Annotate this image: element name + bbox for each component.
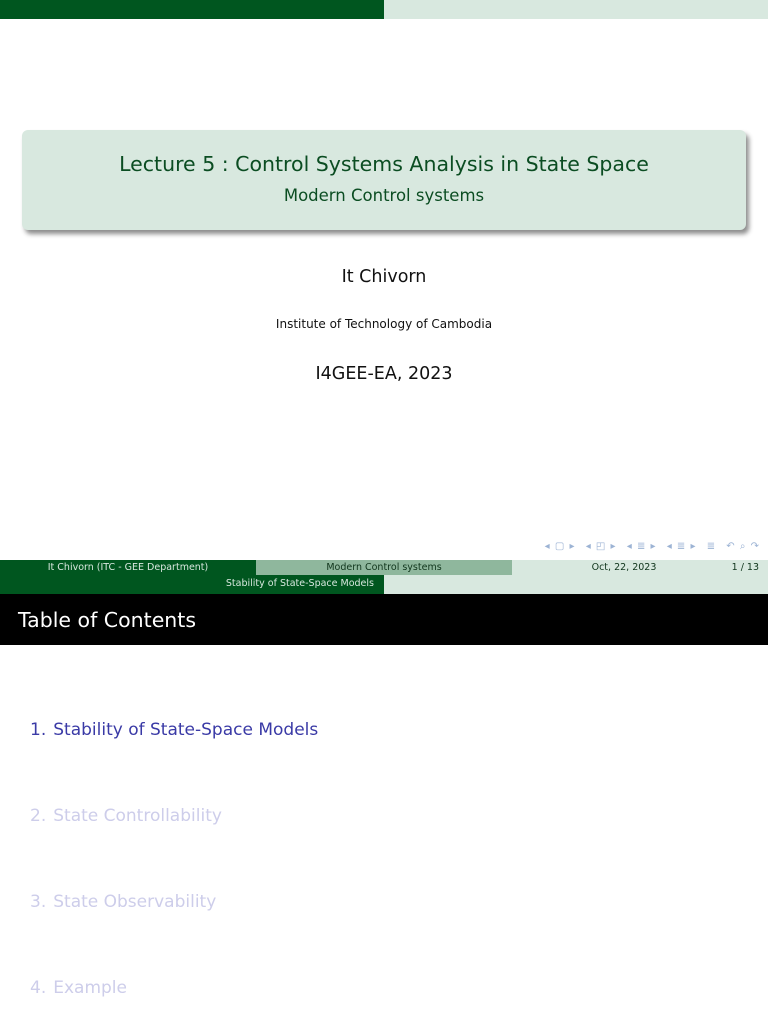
- frame-nav-icon[interactable]: ◂ ▢ ▸: [544, 541, 576, 552]
- subsection-nav-icon[interactable]: ◂ ◰ ▸: [585, 541, 617, 552]
- title-box: [22, 130, 746, 230]
- toc-item-3[interactable]: [30, 892, 216, 912]
- frame-title-bar: [0, 594, 768, 645]
- header-bar-right: [384, 0, 768, 19]
- frame-title: Table of Contents: [18, 608, 197, 632]
- author-name: It Chivorn: [341, 267, 427, 287]
- footer-page-number: 1 / 13: [731, 562, 759, 573]
- toc-item-label: State Controllability: [53, 806, 222, 826]
- footer-section-bar-right: [384, 575, 768, 594]
- footer-author-institute: It Chivorn (ITC - GEE Department): [0, 560, 256, 575]
- navigation-controls: [539, 541, 760, 552]
- toc-item-number: 3.: [30, 892, 47, 912]
- footer-short-title: Modern Control systems: [256, 560, 512, 575]
- footer-section-title: Stability of State-Space Models: [225, 578, 374, 589]
- presentation-title: Lecture 5 : Control Systems Analysis in State Space: [119, 152, 649, 176]
- toc-item-number: 2.: [30, 806, 47, 826]
- presentation-date: I4GEE-EA, 2023: [315, 364, 453, 384]
- toc-item-number: 1.: [30, 720, 47, 740]
- toc-item-label: Example: [53, 978, 127, 998]
- section-nav-icon[interactable]: ◂ ≣ ▸: [626, 541, 657, 552]
- header-bar-left: [0, 0, 384, 19]
- footer-date-page: [512, 560, 768, 575]
- toc-item-label: Stability of State-Space Models: [53, 720, 319, 740]
- presentation-subtitle: Modern Control systems: [283, 186, 485, 205]
- toc-item-number: 4.: [30, 978, 47, 998]
- footer-section-bar: [0, 575, 384, 594]
- footer-date: Oct, 22, 2023: [591, 562, 657, 573]
- toc-nav-icon[interactable]: ≣: [706, 541, 717, 552]
- toc-item-4[interactable]: [30, 978, 127, 998]
- institute-name: Institute of Technology of Cambodia: [275, 317, 493, 331]
- search-nav-icon[interactable]: ↶ ⌕ ↷: [726, 541, 760, 552]
- toc-item-2[interactable]: [30, 806, 222, 826]
- toc-item-1[interactable]: [30, 720, 318, 740]
- subsubsection-nav-icon[interactable]: ◂ ≣ ▸: [666, 541, 697, 552]
- toc-item-label: State Observability: [53, 892, 217, 912]
